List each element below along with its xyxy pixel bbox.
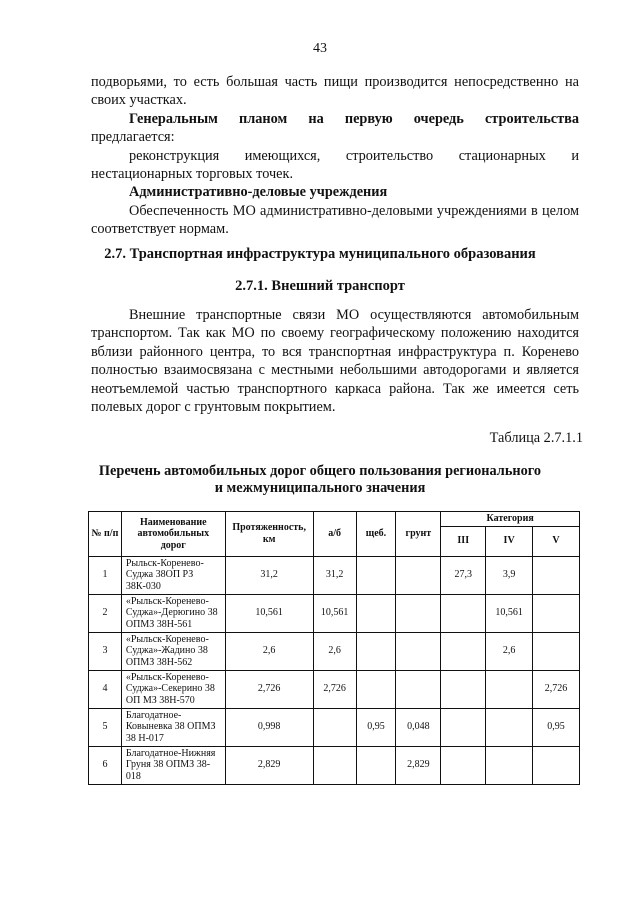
cell-cat-5 [533, 556, 580, 594]
page-number: 43 [313, 41, 327, 56]
header-name: Наименование автомобильных дорог [121, 512, 225, 557]
plan-item-word: и [571, 147, 579, 164]
cell-name: «Рыльск-Кореневo-Суджа»-Дерюгино 38 ОПМЗ 38Н-561 [121, 594, 225, 632]
cell-num: 6 [89, 746, 122, 784]
cell-cat-3: 27,3 [441, 556, 486, 594]
cell-cat-3 [441, 746, 486, 784]
cell-cat-4: 2,6 [486, 632, 533, 670]
cell-name: «Рыльск-Кореневo-Суджа»-Жадино 38 ОПМЗ 38Н-562 [121, 632, 225, 670]
table-row [89, 708, 580, 746]
table-title-line: и межмуниципального значения [214, 480, 426, 496]
cell-cat-3 [441, 708, 486, 746]
cell-num: 3 [89, 632, 122, 670]
plan-item-word: строительство [345, 147, 434, 164]
cell-num: 4 [89, 670, 122, 708]
cell-length: 2,829 [225, 746, 313, 784]
cell-ground [396, 556, 441, 594]
cell-ground [396, 594, 441, 632]
table-title [0, 463, 640, 497]
cell-name: Благодатное-Нижняя Груня 38 ОПМЗ 38-018 [121, 746, 225, 784]
cell-cat-3 [441, 632, 486, 670]
table-row [89, 556, 580, 594]
general-plan-word: очередь [413, 110, 464, 127]
transport-text-block [91, 306, 579, 416]
header-cat-4: IV [486, 526, 533, 556]
cell-asphalt: 10,561 [313, 594, 356, 632]
cell-num: 1 [89, 556, 122, 594]
table-row [89, 670, 580, 708]
admin-heading: Административно-деловые учреждения [129, 184, 388, 201]
cell-gravel [356, 632, 396, 670]
cell-num: 5 [89, 708, 122, 746]
header-category: Категория [441, 512, 580, 527]
cell-name: Благодатное-Ковынeвка 38 ОПМЗ 38 Н-017 [121, 708, 225, 746]
cell-asphalt: 31,2 [313, 556, 356, 594]
section-heading: 2.7. Транспортная инфраструктура муниципального образования [104, 246, 536, 262]
cell-cat-4: 3,9 [486, 556, 533, 594]
intro-text-block [91, 73, 579, 239]
cell-name: «Рыльск-Кореневo-Суджа»-Секерино 38 ОП МЗ 38Н-570 [121, 670, 225, 708]
header-num: № п/п [89, 512, 122, 557]
general-plan-continuation: предлагается: [91, 129, 175, 146]
cell-ground [396, 670, 441, 708]
table-row [89, 594, 580, 632]
cell-gravel [356, 746, 396, 784]
cell-length: 10,561 [225, 594, 313, 632]
general-plan-word: первую [344, 110, 393, 127]
roads-table [88, 511, 580, 785]
cell-asphalt: 2,6 [313, 632, 356, 670]
cell-length: 0,998 [225, 708, 313, 746]
cell-length: 31,2 [225, 556, 313, 594]
cell-ground [396, 632, 441, 670]
cell-cat-4: 10,561 [486, 594, 533, 632]
cell-asphalt: 2,726 [313, 670, 356, 708]
transport-paragraph: Внешние транспортные связи МО осуществляются автомобильным транспортом. Так как МО по своему географическому положению находится вблизи районного центра, то вся транспортная инфраструктура п. Коренево полностью взаимосвязана с местными небольшими автодорогами и является неотъемлемой частью транспортного каркаса района. Так же имеется сеть полевых дорог с грунтовым покрытием. [91, 307, 579, 416]
general-plan-word: строительства [484, 110, 580, 127]
header-cat-5: V [533, 526, 580, 556]
general-plan-word: на [308, 110, 324, 127]
cell-gravel [356, 556, 396, 594]
cell-cat-4 [486, 708, 533, 746]
cell-cat-4 [486, 746, 533, 784]
plan-item-continuation: нестационарных торговых точек. [91, 166, 294, 183]
cell-gravel [356, 670, 396, 708]
plan-item-line [91, 147, 579, 165]
cell-cat-5 [533, 746, 580, 784]
admin-text: Обеспеченность МО административно-деловыми учреждениями в целом соответствует нормам. [91, 202, 579, 238]
cell-cat-4 [486, 670, 533, 708]
plan-item-word: имеющихся, [244, 147, 321, 164]
cell-cat-5: 2,726 [533, 670, 580, 708]
header-length: Протяженность, км [225, 512, 313, 557]
plan-item-word: реконструкция [129, 147, 220, 164]
plan-item-word: стационарных [458, 147, 546, 164]
cell-gravel: 0,95 [356, 708, 396, 746]
cell-ground: 0,048 [396, 708, 441, 746]
table-caption: Таблица 2.7.1.1 [489, 430, 583, 446]
header-ground: грунт [396, 512, 441, 557]
paragraph-continued: подворьями, то есть большая часть пищи производится непосредственно на своих участках. [91, 74, 579, 109]
cell-cat-5: 0,95 [533, 708, 580, 746]
subsection-heading: 2.7.1. Внешний транспорт [235, 278, 405, 294]
cell-cat-5 [533, 632, 580, 670]
cell-ground: 2,829 [396, 746, 441, 784]
header-gravel: щеб. [356, 512, 396, 557]
table-row [89, 632, 580, 670]
cell-length: 2,726 [225, 670, 313, 708]
general-plan-line [91, 110, 579, 128]
header-asphalt: а/б [313, 512, 356, 557]
general-plan-word: планом [238, 110, 288, 127]
cell-cat-3 [441, 670, 486, 708]
general-plan-word: Генеральным [129, 110, 218, 127]
header-cat-3: III [441, 526, 486, 556]
cell-cat-5 [533, 594, 580, 632]
cell-length: 2,6 [225, 632, 313, 670]
cell-num: 2 [89, 594, 122, 632]
cell-gravel [356, 594, 396, 632]
table-row [89, 746, 580, 784]
table-title-line: Перечень автомобильных дорог общего пользования регионального [98, 463, 542, 479]
cell-asphalt [313, 746, 356, 784]
cell-asphalt [313, 708, 356, 746]
cell-name: Рыльск-Кореневo-Суджа 38ОП РЗ 38К-030 [121, 556, 225, 594]
cell-cat-3 [441, 594, 486, 632]
